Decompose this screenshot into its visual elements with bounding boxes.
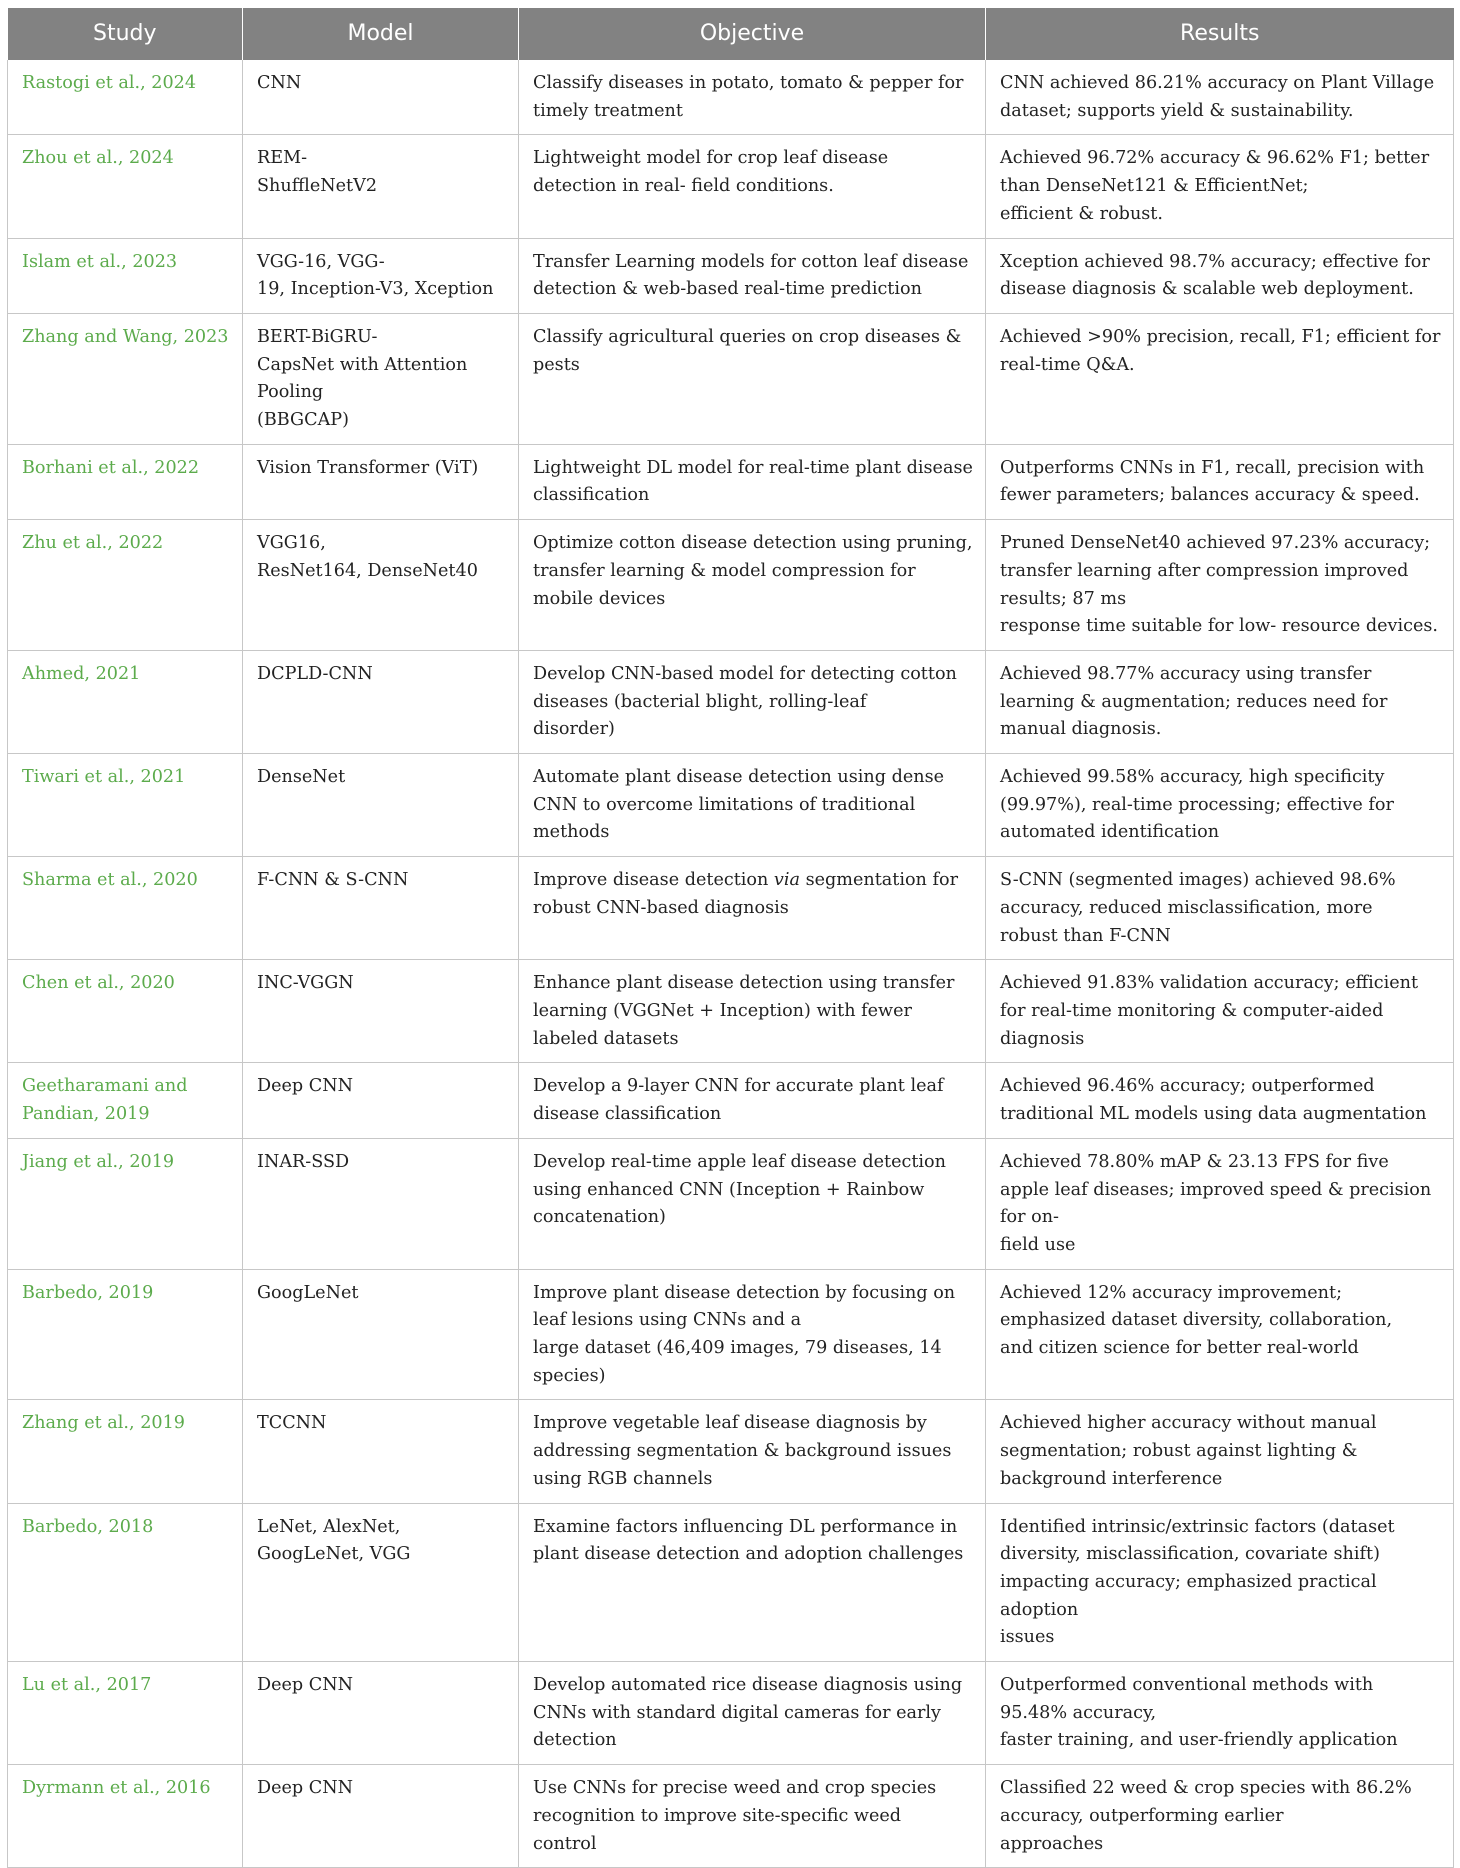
- results-cell: Achieved higher accuracy without manual segmentation; robust against lighting & background interference: [986, 1400, 1454, 1503]
- results-cell: Pruned DenseNet40 achieved 97.23% accuracy; transfer learning after compression improved results; 87 ms response time suitable for low- resource devices.: [986, 520, 1454, 651]
- results-cell: Achieved 96.72% accuracy & 96.62% F1; better than DenseNet121 & EfficientNet; efficient & robust.: [986, 135, 1454, 238]
- study-cell: Borhani et al., 2022: [8, 444, 243, 519]
- model-cell: F-CNN & S-CNN: [243, 857, 519, 960]
- table-row: [8, 754, 1454, 857]
- table-row: [8, 60, 1454, 135]
- model-cell: TCCNN: [243, 1400, 519, 1503]
- results-cell: Identified intrinsic/extrinsic factors (dataset diversity, misclassification, covariate shift) impacting accuracy; emphasized practical adoption issues: [986, 1503, 1454, 1662]
- table-row: [8, 444, 1454, 519]
- results-cell: CNN achieved 86.21% accuracy on Plant Village dataset; supports yield & sustainability.: [986, 60, 1454, 135]
- model-cell: LeNet, AlexNet, GoogLeNet, VGG: [243, 1503, 519, 1662]
- objective-cell: Develop real-time apple leaf disease detection using enhanced CNN (Inception + Rainbow concatenation): [519, 1138, 986, 1269]
- objective-cell: Transfer Learning models for cotton leaf disease detection & web-based real-time prediction: [519, 238, 986, 313]
- header-objective: Objective: [519, 8, 986, 60]
- objective-cell: Examine factors influencing DL performance in plant disease detection and adoption challenges: [519, 1503, 986, 1662]
- study-cell: Barbedo, 2018: [8, 1503, 243, 1662]
- objective-cell: Develop a 9-layer CNN for accurate plant leaf disease classification: [519, 1063, 986, 1138]
- results-cell: Achieved 12% accuracy improvement; emphasized dataset diversity, collaboration, and citizen science for better real-world: [986, 1269, 1454, 1400]
- study-cell: Zhang and Wang, 2023: [8, 313, 243, 444]
- table-row: [8, 238, 1454, 313]
- results-cell: Achieved 96.46% accuracy; outperformed traditional ML models using data augmentation: [986, 1063, 1454, 1138]
- objective-cell: Lightweight DL model for real-time plant disease classification: [519, 444, 986, 519]
- header-row: [8, 8, 1454, 60]
- table-row: [8, 1400, 1454, 1503]
- objective-text-emphasis: via: [773, 870, 800, 891]
- table-row: [8, 135, 1454, 238]
- results-cell: Achieved 78.80% mAP & 23.13 FPS for five apple leaf diseases; improved speed & precision for on- field use: [986, 1138, 1454, 1269]
- table-row: [8, 857, 1454, 960]
- results-cell: S-CNN (segmented images) achieved 98.6% accuracy, reduced misclassification, more robust than F-CNN: [986, 857, 1454, 960]
- table-row: [8, 520, 1454, 651]
- results-cell: Achieved 98.77% accuracy using transfer learning & augmentation; reduces need for manual diagnosis.: [986, 650, 1454, 753]
- model-cell: DCPLD-CNN: [243, 650, 519, 753]
- table-row: [8, 960, 1454, 1063]
- model-cell: GoogLeNet: [243, 1269, 519, 1400]
- table-row: [8, 1765, 1454, 1868]
- objective-cell: Optimize cotton disease detection using pruning, transfer learning & model compression for mobile devices: [519, 520, 986, 651]
- study-cell: Chen et al., 2020: [8, 960, 243, 1063]
- table-row: [8, 1269, 1454, 1400]
- objective-cell: Classify diseases in potato, tomato & pepper for timely treatment: [519, 60, 986, 135]
- model-cell: Deep CNN: [243, 1063, 519, 1138]
- model-cell: DenseNet: [243, 754, 519, 857]
- objective-cell: Develop automated rice disease diagnosis using CNNs with standard digital cameras for early detection: [519, 1662, 986, 1765]
- study-cell: Dyrmann et al., 2016: [8, 1765, 243, 1868]
- study-cell: Geetharamani and Pandian, 2019: [8, 1063, 243, 1138]
- header-model: Model: [243, 8, 519, 60]
- model-cell: Deep CNN: [243, 1662, 519, 1765]
- results-cell: Outperformed conventional methods with 95.48% accuracy, faster training, and user-friendly application: [986, 1662, 1454, 1765]
- table-row: [8, 1063, 1454, 1138]
- model-cell: BERT-BiGRU- CapsNet with Attention Pooling (BBGCAP): [243, 313, 519, 444]
- header-results: Results: [986, 8, 1454, 60]
- objective-cell: Improve plant disease detection by focusing on leaf lesions using CNNs and a large dataset (46,409 images, 79 diseases, 14 species): [519, 1269, 986, 1400]
- study-cell: Ahmed, 2021: [8, 650, 243, 753]
- study-cell: Islam et al., 2023: [8, 238, 243, 313]
- objective-cell: Enhance plant disease detection using transfer learning (VGGNet + Inception) with fewer labeled datasets: [519, 960, 986, 1063]
- header-study: Study: [8, 8, 243, 60]
- study-cell: Rastogi et al., 2024: [8, 60, 243, 135]
- study-cell: Zhou et al., 2024: [8, 135, 243, 238]
- table-row: [8, 1138, 1454, 1269]
- results-cell: Classified 22 weed & crop species with 86.2% accuracy, outperforming earlier approaches: [986, 1765, 1454, 1868]
- objective-cell: Lightweight model for crop leaf disease detection in real- field conditions.: [519, 135, 986, 238]
- table-row: [8, 1503, 1454, 1662]
- results-cell: Xception achieved 98.7% accuracy; effective for disease diagnosis & scalable web deployment.: [986, 238, 1454, 313]
- model-cell: INAR-SSD: [243, 1138, 519, 1269]
- objective-cell: Improve vegetable leaf disease diagnosis by addressing segmentation & background issues using RGB channels: [519, 1400, 986, 1503]
- objective-cell: Use CNNs for precise weed and crop species recognition to improve site-specific weed control: [519, 1765, 986, 1868]
- results-cell: Achieved 91.83% validation accuracy; efficient for real-time monitoring & computer-aided diagnosis: [986, 960, 1454, 1063]
- objective-cell: Classify agricultural queries on crop diseases & pests: [519, 313, 986, 444]
- model-cell: REM- ShuffleNetV2: [243, 135, 519, 238]
- model-cell: CNN: [243, 60, 519, 135]
- study-cell: Jiang et al., 2019: [8, 1138, 243, 1269]
- table-row: [8, 650, 1454, 753]
- study-cell: Lu et al., 2017: [8, 1662, 243, 1765]
- model-cell: Deep CNN: [243, 1765, 519, 1868]
- study-cell: Sharma et al., 2020: [8, 857, 243, 960]
- model-cell: VGG-16, VGG- 19, Inception-V3, Xception: [243, 238, 519, 313]
- literature-table: [7, 8, 1454, 1868]
- table-row: [8, 313, 1454, 444]
- study-cell: Zhu et al., 2022: [8, 520, 243, 651]
- study-cell: Tiwari et al., 2021: [8, 754, 243, 857]
- results-cell: Achieved 99.58% accuracy, high specificity (99.97%), real-time processing; effective for automated identification: [986, 754, 1454, 857]
- objective-text-post: segmentation for robust CNN-based diagnosis: [533, 870, 958, 918]
- objective-cell: Automate plant disease detection using dense CNN to overcome limitations of traditional methods: [519, 754, 986, 857]
- study-cell: Barbedo, 2019: [8, 1269, 243, 1400]
- objective-cell: [519, 857, 986, 960]
- model-cell: VGG16, ResNet164, DenseNet40: [243, 520, 519, 651]
- objective-cell: Develop CNN-based model for detecting cotton diseases (bacterial blight, rolling-leaf disorder): [519, 650, 986, 753]
- table-row: [8, 1662, 1454, 1765]
- objective-text-pre: Improve disease detection: [533, 870, 774, 891]
- results-cell: Outperforms CNNs in F1, recall, precision with fewer parameters; balances accuracy & speed.: [986, 444, 1454, 519]
- results-cell: Achieved >90% precision, recall, F1; efficient for real-time Q&A.: [986, 313, 1454, 444]
- model-cell: INC-VGGN: [243, 960, 519, 1063]
- study-cell: Zhang et al., 2019: [8, 1400, 243, 1503]
- model-cell: Vision Transformer (ViT): [243, 444, 519, 519]
